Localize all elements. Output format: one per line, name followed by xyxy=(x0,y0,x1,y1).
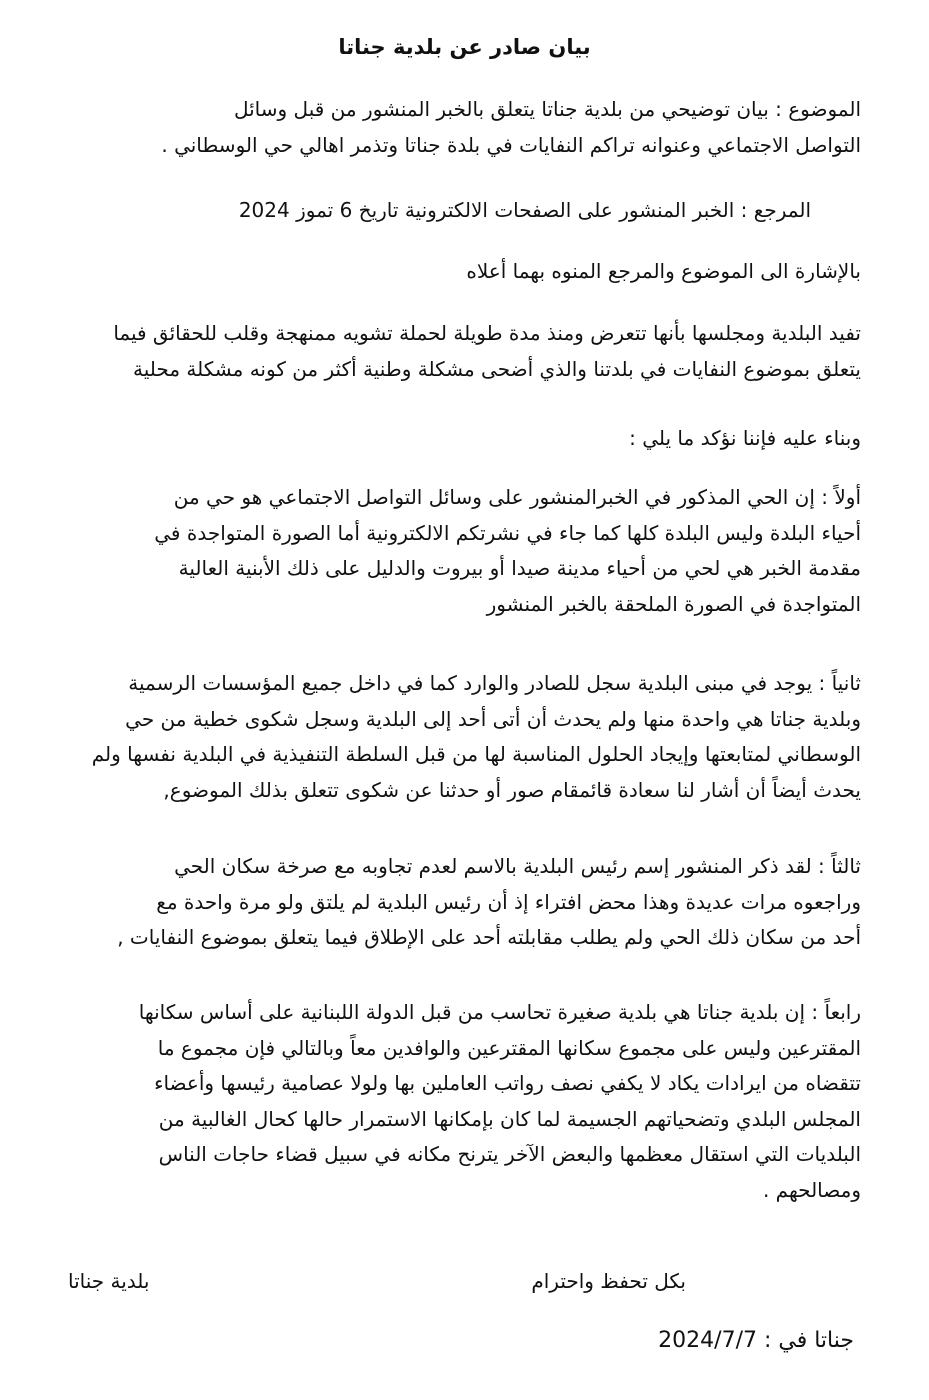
first-point-line: أولاً : إن الحي المذكور في الخبرالمنشور على وسائل التواصل الاجتماعي هو حي من xyxy=(173,485,861,509)
reference-note-paragraph xyxy=(81,254,861,290)
second-point-line: الوسطاني لمتابعتها وإيجاد الحلول المناسبة لها من قبل السلطة التنفيذية في البلدية نفسها ولم xyxy=(91,742,861,766)
first-point-paragraph xyxy=(61,480,861,622)
fourth-point-line: رابعاً : إن بلدية جناتا هي بلدية صغيرة تحاسب من قبل الدولة اللبنانية على أساس سكانها xyxy=(138,1000,861,1024)
reference-paragraph xyxy=(91,193,811,229)
fourth-point-paragraph xyxy=(61,995,861,1208)
first-point-line: أحياء البلدة وليس البلدة كلها كما جاء في نشرتكم الالكترونية أما الصورة المتواجدة في xyxy=(154,520,861,545)
fourth-point-line: المجلس البلدي وتضحياتهم الجسيمة لما كان بإمكانها الاستمرار حالها كحال الغالبية من xyxy=(158,1106,861,1131)
first-point-line: مقدمة الخبر هي لحي من أحياء مدينة صيدا أو بيروت والدليل على ذلك الأبنية العالية xyxy=(178,556,861,580)
document-title: بيان صادر عن بلدية جناتا xyxy=(338,35,591,59)
subject-paragraph xyxy=(81,92,861,163)
then-paragraph xyxy=(81,421,861,457)
fourth-point-line: البلديات التي استقال معظمها والبعض الآخر يترنح مكانه في سبيل قضاء حاجات الناس xyxy=(158,1142,861,1166)
signature-line: بلدية جناتا xyxy=(68,1269,150,1293)
reference-line: المرجع : الخبر المنشور على الصفحات الالكترونية تاريخ 6 تموز 2024 xyxy=(238,198,811,222)
second-point-line: يحدث أيضاً أن أشار لنا سعادة قائمقام صور أو حدثنا عن شكوى تتعلق بذلك الموضوع, xyxy=(163,777,861,802)
fourth-point-line: المقترعين وليس على مجموع سكانها المقترعين والوافدين معاً وبالتالي فإن مجموع ما xyxy=(157,1035,861,1060)
intro-paragraph xyxy=(61,316,861,387)
intro-line: تفيد البلدية ومجلسها بأنها تتعرض ومنذ مدة طويلة لحملة تشويه ممنهجة وقلب للحقائق فيما xyxy=(113,321,861,345)
closing-phrase: بكل تحفظ واحترام xyxy=(531,1269,686,1293)
then-line: وبناء عليه فإننا نؤكد ما يلي : xyxy=(629,426,861,450)
second-point-line: ثانياً : يوجد في مبنى البلدية سجل للصادر والوارد كما في داخل جميع المؤسسات الرسمية xyxy=(128,671,861,695)
first-point-line: المتواجدة في الصورة الملحقة بالخبر المنشور xyxy=(486,591,861,616)
fourth-point-line: تتقضاه من ايرادات يكاد لا يكفي نصف رواتب العاملين بها ولولا عصامية رئيسها وأعضاء xyxy=(154,1071,861,1095)
third-point-line: ثالثاً : لقد ذكر المنشور إسم رئيس البلدية بالاسم لعدم تجاوبه مع صرخة سكان الحي xyxy=(174,854,861,878)
subject-line: الموضوع : بيان توضيحي من بلدية جناتا يتعلق بالخبر المنشور من قبل وسائل xyxy=(233,97,861,121)
intro-line: يتعلق بموضوع النفايات في بلدتنا والذي أضحى مشكلة وطنية أكثر من كونه مشكلة محلية xyxy=(133,356,861,381)
third-point-paragraph xyxy=(61,849,861,956)
fourth-point-line: ومصالحهم . xyxy=(762,1177,861,1202)
reference-note-line: بالإشارة الى الموضوع والمرجع المنوه بهما أعلاه xyxy=(466,259,861,283)
second-point-line: وبلدية جناتا هي واحدة منها ولم يحدث أن أتى أحد إلى البلدية وسجل شكوى خطية من حي xyxy=(125,706,861,731)
subject-line: التواصل الاجتماعي وعنوانه تراكم النفايات في بلدة جناتا وتذمر اهالي حي الوسطاني . xyxy=(161,132,861,157)
third-point-line: وراجعوه مرات عديدة وهذا محض افتراء إذ أن رئيس البلدية لم يلتق ولو مرة واحدة مع xyxy=(156,889,861,914)
second-point-paragraph xyxy=(61,666,861,808)
document-date: جناتا في : 2024/7/7 xyxy=(658,1328,854,1353)
third-point-line: أحد من سكان ذلك الحي ولم يطلب مقابلته أحد على الإطلاق فيما يتعلق بموضوع النفايات , xyxy=(117,925,861,949)
